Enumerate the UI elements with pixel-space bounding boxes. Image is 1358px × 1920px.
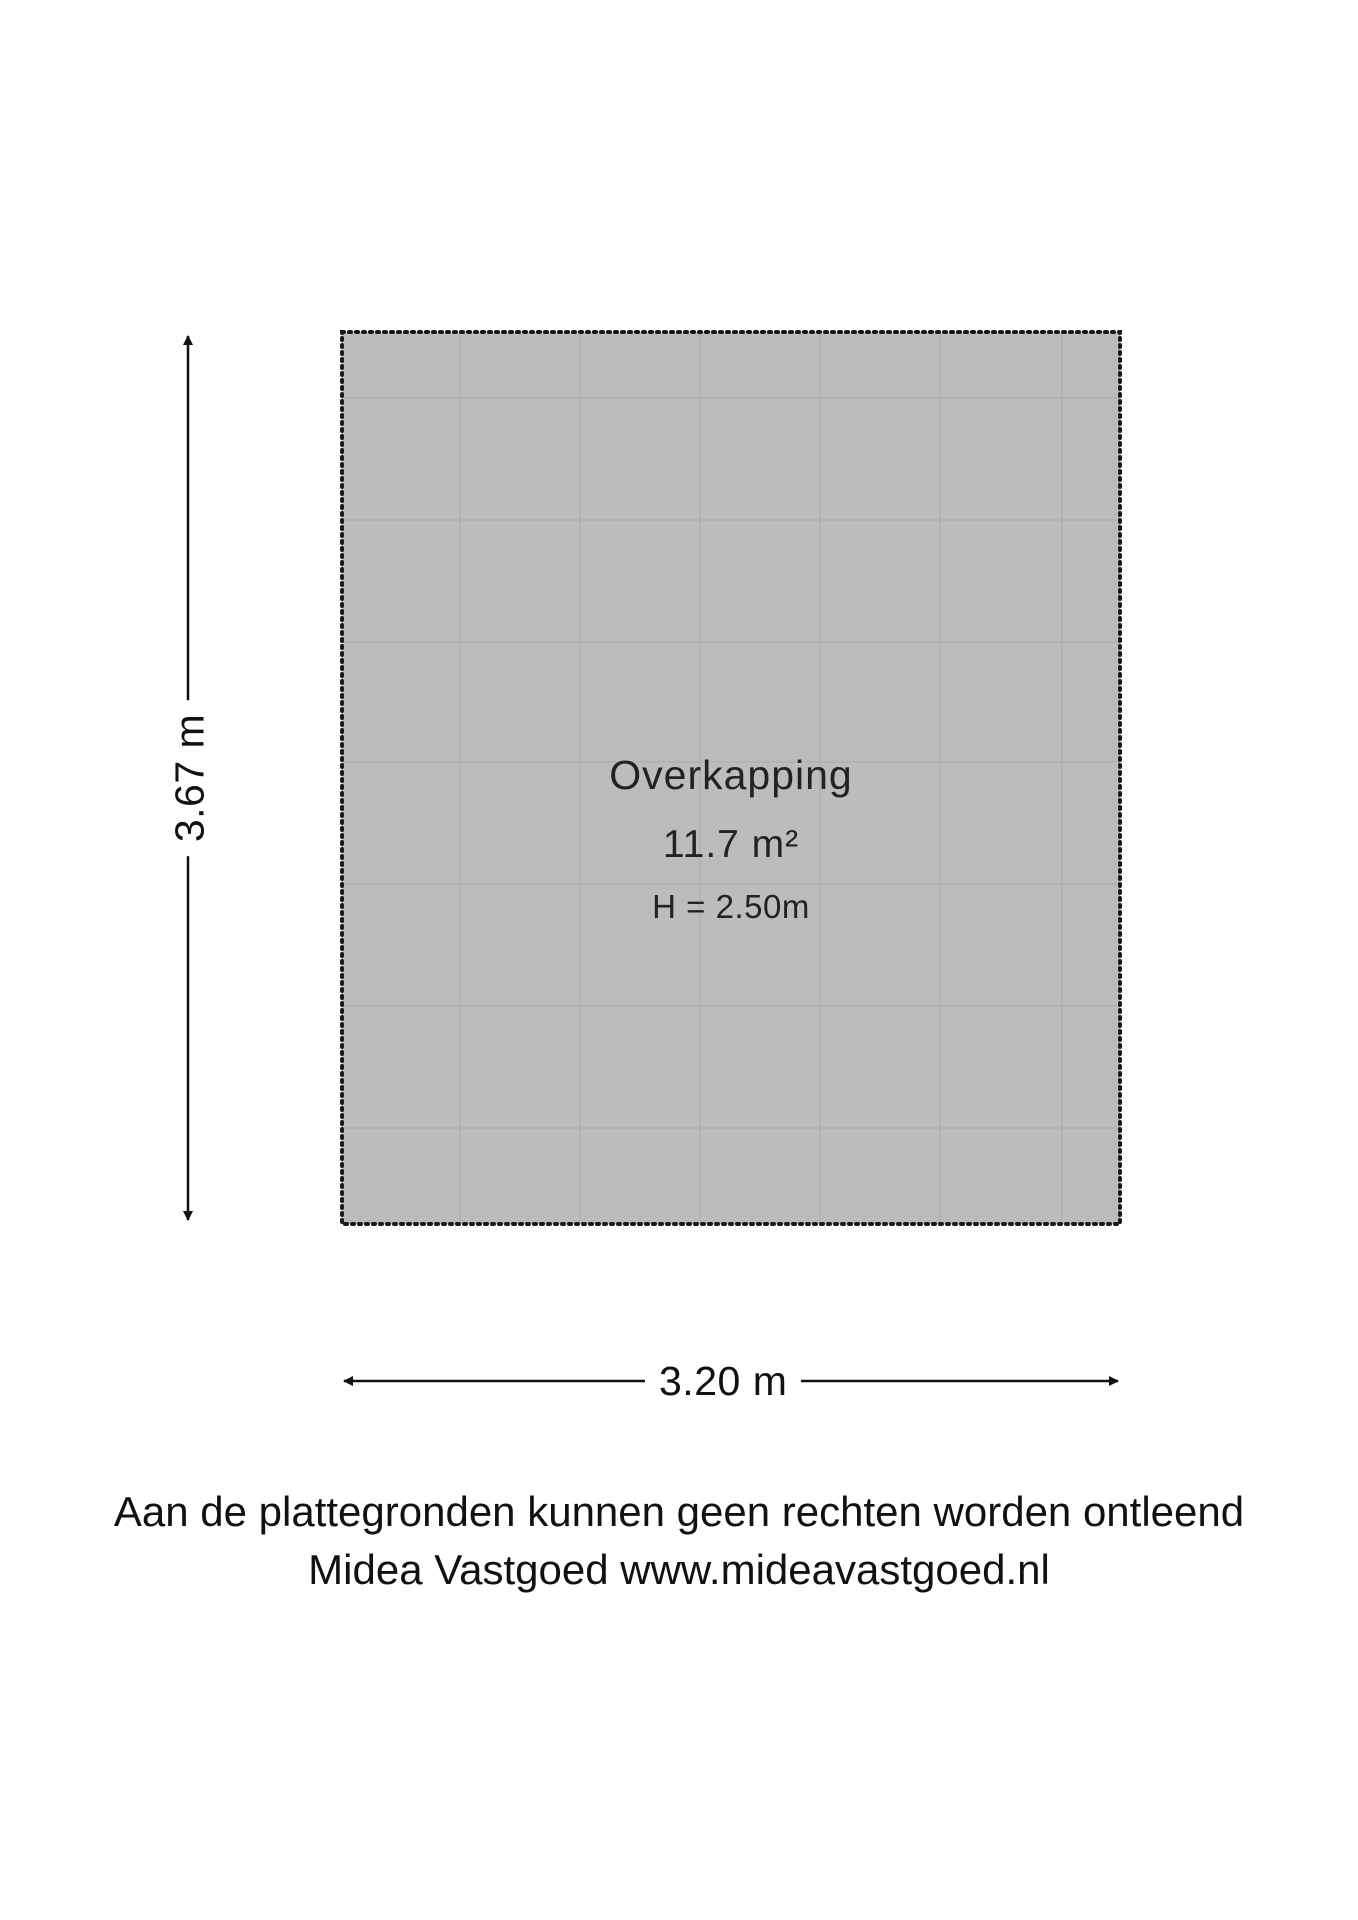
height-dimension-label: 3.67 m (167, 700, 214, 856)
room-area: 11.7 m² (662, 823, 800, 866)
room-name: Overkapping (609, 752, 853, 798)
disclaimer-text: Aan de plattegronden kunnen geen rechten worden ontleend (113, 1488, 1245, 1535)
width-dimension-label: 3.20 m (645, 1358, 801, 1405)
credit-text: Midea Vastgoed www.mideavastgoed.nl (308, 1546, 1050, 1593)
room-height: H = 2.50m (652, 888, 810, 925)
